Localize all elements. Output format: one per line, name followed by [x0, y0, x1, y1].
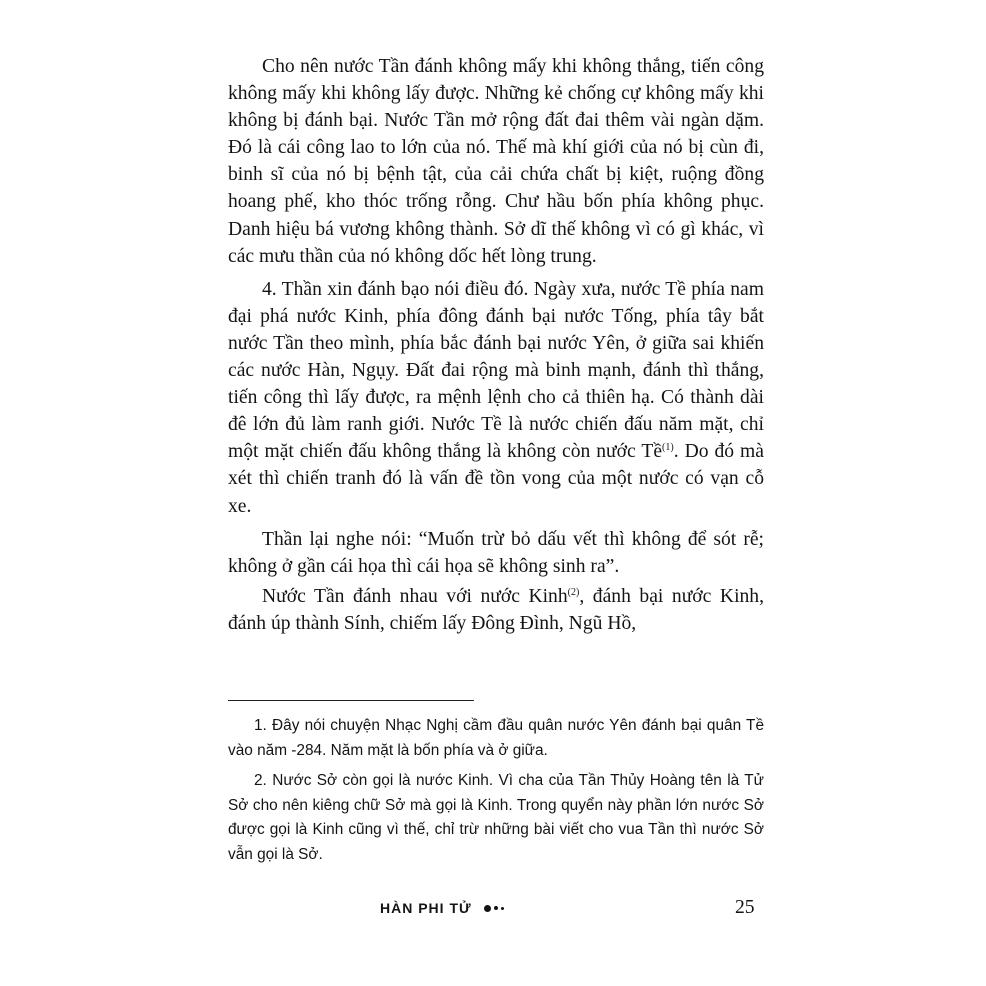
dots-ornament-icon: [484, 905, 504, 912]
paragraph-3-text: Thần lại nghe nói: “Muốn trừ bỏ dấu vết thì không để sót rễ; không ở gần cái họa thì cái họa sẽ không sinh ra”.: [228, 528, 764, 577]
paragraph-2-text: 4. Thần xin đánh bạo nói điều đó. Ngày xưa, nước Tề phía nam đại phá nước Kinh, phía đông đánh bại nước Tống, phía tây bắt nước Tần theo mình, phía bắc đánh bại nước Yên, ở giữa sai khiến các nước Hàn, Ngụy. Đất đai rộng mà binh mạnh, đánh thì thắng, tiến công thì lấy được, ra mệnh lệnh cho cả thiên hạ. Có thành dài đê lớn đủ làm ranh giới. Nước Tề là nước chiến đấu năm mặt, chỉ một mặt chiến đấu không thắng là không còn nước Tề: [228, 278, 764, 463]
footnotes: [228, 714, 764, 873]
paragraph-2: [228, 276, 764, 520]
footnote-ref-1: (1): [662, 442, 674, 454]
page-number: 25: [735, 897, 755, 918]
footnote-ref-2: (2): [567, 586, 580, 598]
footnote-2: 2. Nước Sở còn gọi là nước Kinh. Vì cha của Tần Thủy Hoàng tên là Tử Sở cho nên kiêng chữ Sở mà gọi là Kinh. Trong quyển này phần lớn nước Sở được gọi là Kinh cũng vì thế, chỉ trừ những bài viết cho vua Tần thì nước Sở vẫn gọi là Sở.: [228, 772, 764, 863]
paragraph-3: [228, 526, 764, 580]
paragraph-1: [228, 53, 764, 270]
footnote-separator: [228, 700, 474, 701]
running-title: HÀN PHI TỬ: [380, 900, 472, 916]
main-text: [228, 53, 764, 643]
paragraph-2-text-after: . Do đó mà xét thì chiến tranh đó là vấn đề tồn vong của một nước có vạn cỗ xe.: [228, 441, 764, 517]
paragraph-1-text: Cho nên nước Tần đánh không mấy khi không thắng, tiến công không mấy khi không lấy được. Những kẻ chống cự không mấy khi không bị đánh bại. Nước Tần mở rộng đất đai thêm vài ngàn dặm. Đó là cái công lao to lớn của nó. Thế mà khí giới của nó bị cùn đi, binh sĩ của nó bị bệnh tật, của cải chứa chất bị kiệt, ruộng đồng hoang phế, kho thóc trống rỗng. Chư hầu bốn phía không phục. Danh hiệu bá vương không thành. Sở dĩ thế không vì có gì khác, vì các mưu thần của nó không dốc hết lòng trung.: [228, 56, 764, 267]
running-footer: [380, 900, 504, 916]
paragraph-4-text-after: , đánh bại nước Kinh, đánh úp thành Sính, chiếm lấy Đông Đình, Ngũ Hồ,: [228, 585, 764, 634]
paragraph-4-text: Nước Tần đánh nhau với nước Kinh: [262, 585, 568, 607]
footnote-1: 1. Đây nói chuyện Nhạc Nghị cầm đầu quân nước Yên đánh bại quân Tề vào năm -284. Năm mặt là bốn phía và ở giữa.: [228, 717, 764, 759]
paragraph-4: [228, 583, 764, 637]
